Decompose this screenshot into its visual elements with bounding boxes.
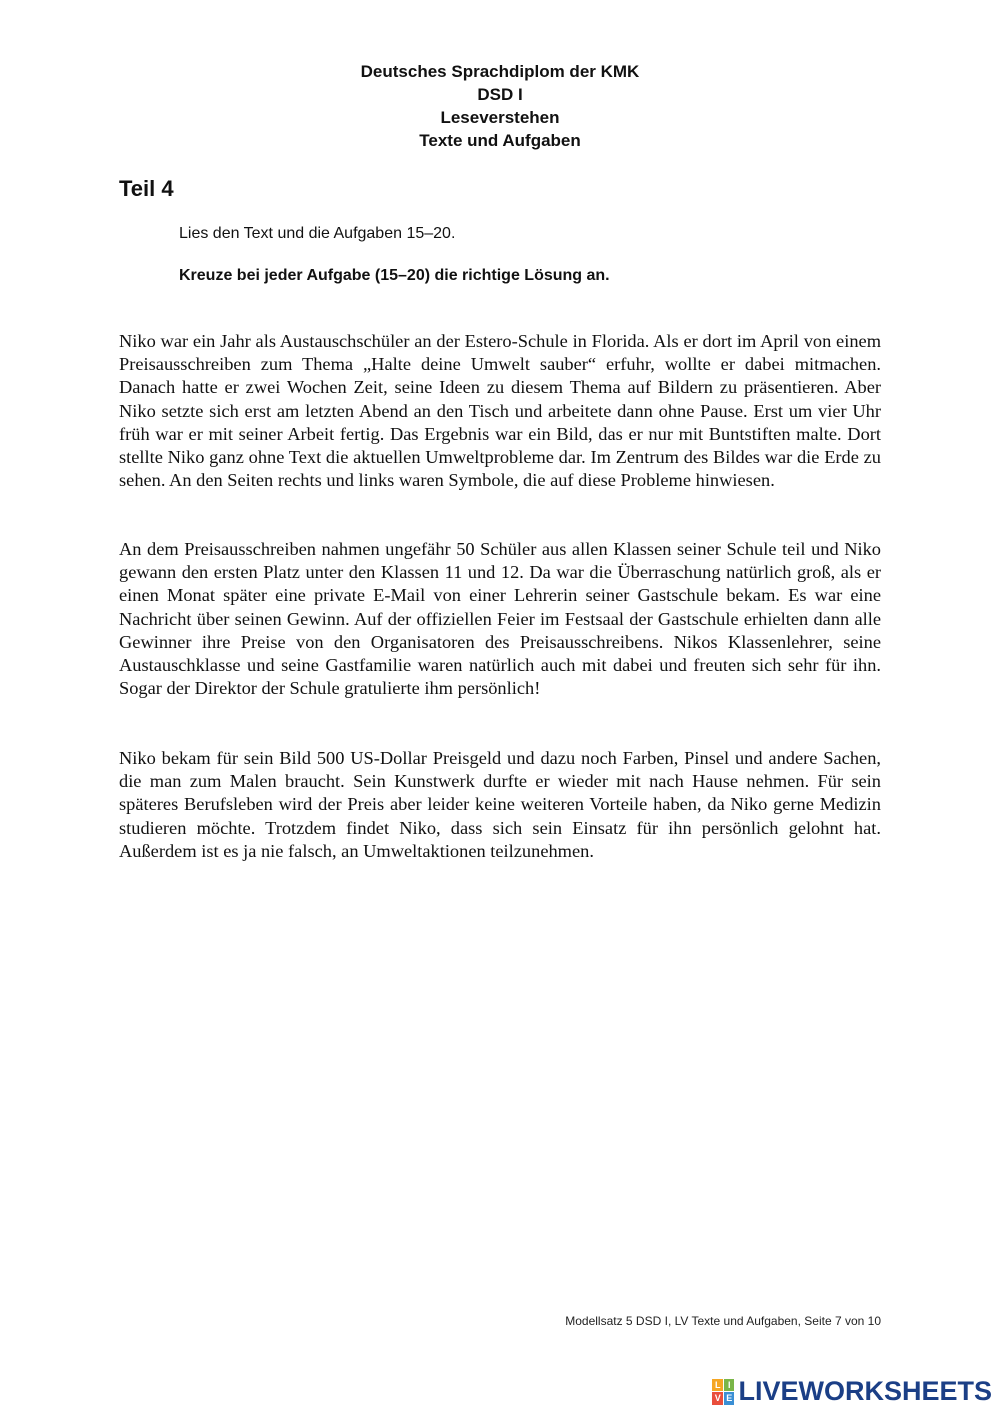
header-line-2: DSD I	[477, 85, 523, 104]
instruction-text: Lies den Text und die Aufgaben 15–20.	[179, 225, 456, 242]
instruction-bold-text: Kreuze bei jeder Aufgabe (15–20) die richtige Lösung an.	[179, 267, 610, 284]
header-line-1: Deutsches Sprachdiplom der KMK	[360, 62, 640, 81]
reading-paragraph-3: Niko bekam für sein Bild 500 US-Dollar Preisgeld und dazu noch Farben, Pinsel und andere Sachen, die man zum Malen braucht. Sein Kunstwerk durfte er wieder mit nach Hause nehmen. Für sein späteres Berufsleben wird der Preis aber leider keine weiteren Vorteile haben, da Niko gerne Medizin studieren möchte. Trotzdem findet Niko, dass sich sein Einsatz für ihn persönlich gelohnt hat. Außerdem ist es ja nie falsch, an Umweltaktionen teilzunehmen.	[119, 748, 881, 861]
liveworksheets-wordmark: LIVEWORKSHEETS	[738, 1376, 992, 1406]
page-footer: Modellsatz 5 DSD I, LV Texte und Aufgaben, Seite 7 von 10	[565, 1314, 881, 1328]
reading-paragraph-2: An dem Preisausschreiben nahmen ungefähr 50 Schüler aus allen Klassen seiner Schule teil und Niko gewann den ersten Platz unter den Klassen 11 und 12. Da war die Überraschung natürlich groß, als er einen Monat später eine private E-Mail von einer Lehrerin seiner Gastschule bekam. Es war eine Nachricht über seinen Gewinn. Auf der offiziellen Feier im Festsaal der Gastschule erhielten dann alle Gewinner ihre Preise von den Organisatoren des Preisausschreibens. Nikos Klassenlehrer, seine Austauschklasse und seine Gastfamilie waren natürlich auch mit dabei und freuten sich sehr für ihn. Sogar der Direktor der Schule gratulierte ihm persönlich!	[119, 539, 881, 699]
logo-letter-i: I	[724, 1379, 735, 1392]
logo-letter-v: V	[712, 1392, 723, 1405]
reading-paragraph-1: Niko war ein Jahr als Austauschschüler an der Estero-Schule in Florida. Als er dort im April von einem Preisausschreiben zum Thema „Halte deine Umwelt sauber“ erfuhr, wollte er dabei mitmachen. Danach hatte er zwei Wochen Zeit, seine Ideen zu diesem Thema auf Bildern zu präsentieren. Aber Niko setzte sich erst am letzten Abend an den Tisch und arbeitete dann ohne Pause. Erst um vier Uhr früh war er mit seiner Arbeit fertig. Das Ergebnis war ein Bild, das er nur mit Buntstiften malte. Dort stellte Niko ganz ohne Text die aktuellen Umweltprobleme dar. Im Zentrum des Bildes war die Erde zu sehen. An den Seiten rechts und links waren Symbole, die auf diese Probleme hinwiesen.	[119, 331, 881, 491]
logo-letter-l: L	[712, 1379, 723, 1392]
logo-letter-e: E	[724, 1392, 735, 1405]
header-line-3: Leseverstehen	[440, 108, 560, 127]
section-title: Teil 4	[119, 176, 174, 201]
document-header	[0, 60, 1000, 152]
liveworksheets-brand[interactable]	[712, 1376, 992, 1407]
liveworksheets-logo-icon	[712, 1379, 734, 1405]
header-line-4: Texte und Aufgaben	[419, 131, 581, 150]
